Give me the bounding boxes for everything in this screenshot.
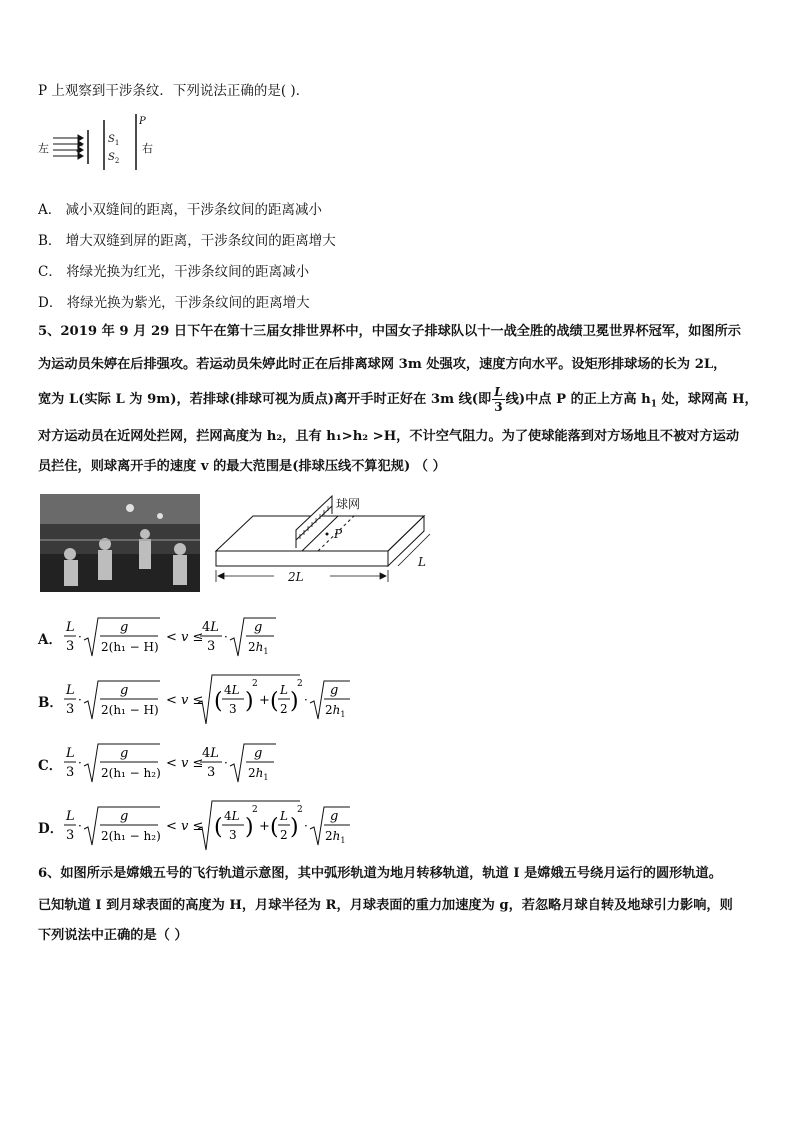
svg-text:< v ≤: < v ≤ [166,630,204,645]
svg-text:g: g [254,746,263,761]
svg-text:3: 3 [207,765,216,780]
slit-S1-label: S [108,134,115,145]
svg-text:S1: $S_1$ [108,134,120,147]
svg-text:2h1: $2h_1$ [248,766,269,782]
double-slit-figure [38,112,168,172]
svg-text:3: 3 [66,765,75,780]
svg-text:2h1: $2h_1$ [325,829,346,845]
svg-text:< v ≤: < v ≤ [166,756,204,771]
q5-option-c-label: C． [38,758,63,774]
court-diagram [208,494,438,592]
svg-text:·: · [78,819,82,833]
q5-formula-b [62,672,352,728]
svg-text:g: g [330,683,339,698]
svg-text:(: ( [214,689,223,714]
svg-text:< v ≤: < v ≤ [166,819,204,834]
q6-line-1: 6、如图所示是嫦娥五号的飞行轨道示意图，其中弧形轨道为地月转移轨道，轨道 I 是嫦娥五号绕月运行的圆形轨道。 [38,866,722,881]
svg-text:3: 3 [66,828,75,843]
q6-line-3: 下列说法中正确的是（ ） [38,928,188,943]
q5-line-4: 对方运动员在近网处拦网，拦网高度为 h₂，且有 h₁>h₂ >H，不计空气阻力。为了使球能落到对方场地且不被对方运动 [38,429,740,444]
q4-option-d: D． 将绿光换为紫光，干涉条纹间的距离增大 [38,295,310,311]
q5-formula-a [62,612,282,662]
svg-text:2: 2 [297,805,303,815]
length-2L-label: 2L [288,570,304,584]
svg-text:L: L [280,809,288,823]
net-label: 球网 [336,497,361,511]
point-P-label: P [334,527,343,541]
svg-text:L: L [66,809,75,824]
svg-text:2(h₁ − H): 2(h₁ − H) [101,703,159,717]
svg-text:+: + [259,693,270,708]
svg-text:g: g [120,683,129,698]
svg-text:3: 3 [66,702,75,717]
svg-text:(: ( [270,689,279,714]
svg-text:2h1: $2h_1$ [325,703,346,719]
slit-S2-label: S [108,152,115,163]
svg-text:4L: 4L [224,683,240,697]
svg-text:3: 3 [66,639,75,654]
svg-text:): ) [245,815,254,840]
svg-text:g: g [254,620,263,635]
svg-text:2(h₁ − h₂): 2(h₁ − h₂) [101,766,161,780]
svg-text:·: · [78,756,82,770]
svg-text:2: 2 [252,805,258,815]
svg-text:2(h₁ − H): 2(h₁ − H) [101,640,159,654]
svg-text:L: L [66,746,75,761]
svg-text:g: g [330,809,339,824]
svg-text:4L: 4L [202,746,219,761]
svg-text:2: 2 [280,828,288,842]
svg-text:·: · [78,630,82,644]
svg-text:4L: 4L [224,809,240,823]
svg-text:2(h₁ − h₂): 2(h₁ − h₂) [101,829,161,843]
svg-text:L: L [280,683,288,697]
q5-formula-c [62,738,282,788]
q5-line-5: 员拦住，则球离开手的速度 v 的最大范围是(排球压线不算犯规) （ ） [38,459,446,474]
svg-text:+: + [259,819,270,834]
svg-text:·: · [78,693,82,707]
svg-text:3: 3 [229,702,237,716]
svg-text:): ) [290,815,299,840]
q5-formula-d [62,798,352,854]
svg-text:2: 2 [297,679,303,689]
screen-P-label: P [139,116,146,127]
svg-text:): ) [245,689,254,714]
svg-text:3: 3 [207,639,216,654]
svg-text:): ) [290,689,299,714]
svg-text:·: · [224,756,228,770]
q5-option-a-label: A． [38,632,62,648]
q4-option-c: C． 将绿光换为红光，干涉条纹间的距离减小 [38,264,310,280]
svg-text:< v ≤: < v ≤ [166,693,204,708]
svg-text:·: · [304,693,308,707]
q5-line-2: 为运动员朱婷在后排强攻。若运动员朱婷此时正在后排离球网 3m 处强攻，速度方向水平。设矩形排球场的长为 2L， [38,357,727,372]
slit-S-label: S [76,144,83,155]
svg-text:·: · [224,630,228,644]
svg-text:S2: $S_2$ [108,152,120,165]
svg-text:2: 2 [252,679,258,689]
svg-text:(: ( [270,815,279,840]
width-L-label: L [418,555,426,569]
svg-text:g: g [120,809,129,824]
svg-text:(: ( [214,815,223,840]
svg-text:2: 2 [280,702,288,716]
svg-text:·: · [304,819,308,833]
right-label: 右 [142,142,153,155]
volleyball-photo [40,494,200,592]
q4-option-b: B． 增大双缝到屏的距离，干涉条纹间的距离增大 [38,233,336,249]
q4-option-a: A． 减小双缝间的距离，干涉条纹间的距离减小 [38,202,323,218]
q5-line-3: 宽为 L(实际 L 为 9m)，若排球(排球可视为质点)离开手时正好在 3m 线(即 $\frac{L}{3}$ 线)中点 P 的正上方高 $h_1$ 处，球网高 H， [38,385,758,414]
q4-stem-tail: P 上观察到干涉条纹．下列说法正确的是( )． [38,83,310,99]
svg-text:4L: 4L [202,620,219,635]
svg-text:g: g [120,746,129,761]
left-label: 左 [38,142,49,155]
svg-text:L: L [66,620,75,635]
q5-line-1: 5、2019 年 9 月 29 日下午在第十三届女排世界杯中，中国女子排球队以十一战全胜的战绩卫冕世界杯冠军，如图所示 [38,324,741,339]
svg-text:g: g [120,620,129,635]
svg-text:3: 3 [229,828,237,842]
q5-option-b-label: B． [38,695,63,711]
q5-fraction: $\frac{L}{3}$ [494,385,503,414]
q6-line-2: 已知轨道 I 到月球表面的高度为 H，月球半径为 R，月球表面的重力加速度为 g，若忽略月球自转及地球引力影响，则 [38,898,733,913]
svg-text:L: L [66,683,75,698]
svg-text:2h1: $2h_1$ [248,640,269,656]
q5-option-d-label: D． [38,821,64,837]
